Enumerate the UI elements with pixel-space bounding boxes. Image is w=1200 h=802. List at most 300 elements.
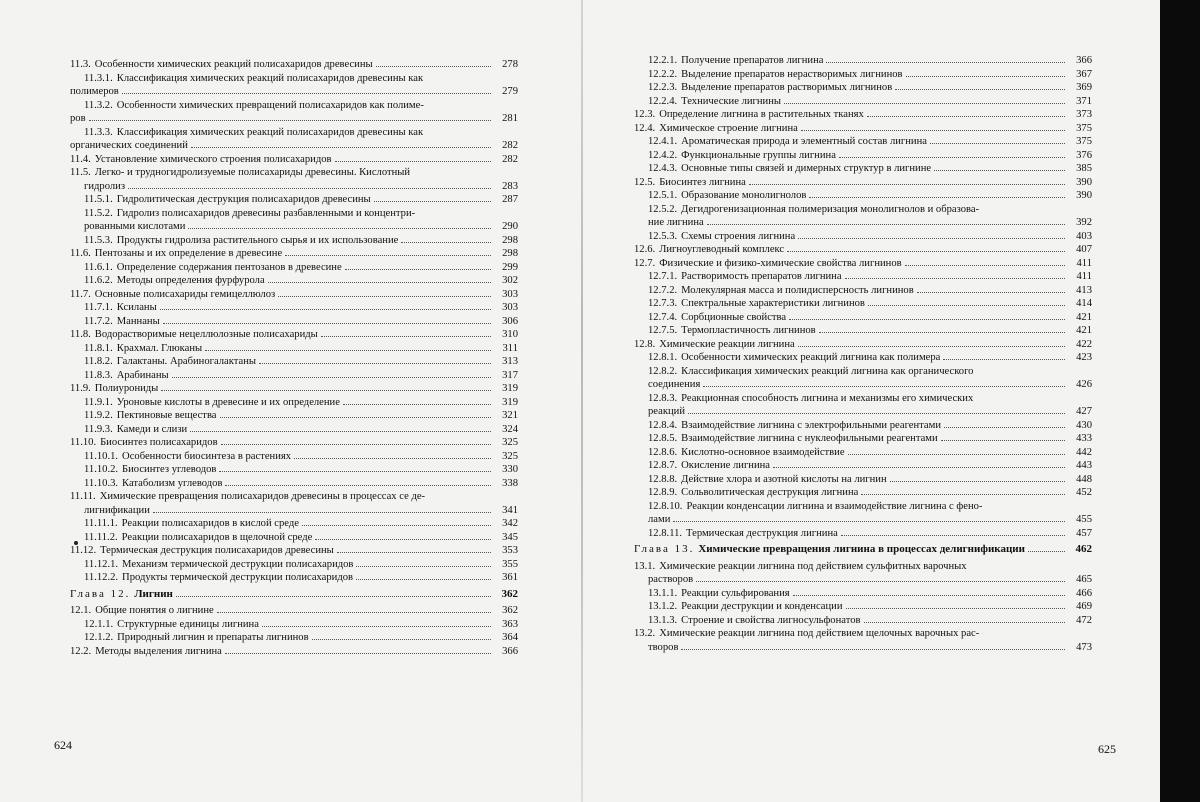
dot-leader xyxy=(841,535,1065,536)
toc-entry-title: творов xyxy=(648,641,679,653)
toc-entry-page: 366 xyxy=(1076,55,1092,66)
toc-entry-title: Галактаны. Арабиногалактаны xyxy=(116,356,257,367)
toc-entry-title: лами xyxy=(648,514,671,525)
toc-entry-number: 11.10.3. xyxy=(84,477,119,489)
toc-entry xyxy=(634,108,1092,122)
toc-entry xyxy=(634,338,1092,352)
toc-entry-title: Действие хлора и азотной кислоты на лигнин xyxy=(681,473,887,485)
toc-entry xyxy=(70,342,518,356)
dot-leader xyxy=(943,359,1065,360)
toc-entry-page: 306 xyxy=(502,315,518,327)
toc-entry xyxy=(70,207,518,221)
dot-leader xyxy=(401,242,491,243)
toc-entry-number: 11.3.1. xyxy=(84,72,113,84)
toc-entry xyxy=(70,99,518,113)
toc-entry xyxy=(634,392,1092,406)
toc-entry-title: Методы определения фурфурола xyxy=(116,275,265,286)
toc-entry-page: 319 xyxy=(502,383,518,394)
dot-leader xyxy=(128,188,491,189)
toc-entry-title: Химические превращения полисахаридов древесины в процессах се де- xyxy=(99,491,426,502)
dot-leader xyxy=(917,292,1065,293)
toc-entry-number: 11.8.1. xyxy=(84,342,113,354)
toc-entry-title: гидролиз xyxy=(84,180,125,192)
toc-entry xyxy=(634,54,1092,68)
toc-entry xyxy=(70,618,518,632)
toc-entry xyxy=(634,560,1092,574)
toc-entry-page: 325 xyxy=(502,450,518,462)
toc-entry-number: 11.5.3. xyxy=(84,234,113,246)
toc-entry-page: 426 xyxy=(1076,379,1092,390)
toc-entry-title: Термическая деструкция лигнина xyxy=(686,527,838,539)
toc-entry xyxy=(70,409,518,423)
toc-entry xyxy=(70,571,518,585)
toc-entry-page: 392 xyxy=(1076,217,1092,228)
dot-leader xyxy=(703,386,1065,387)
toc-entry-number: 12.8.3. xyxy=(648,392,678,404)
dot-leader xyxy=(673,521,1065,522)
toc-entry-number: 11.3.2. xyxy=(84,99,113,111)
toc-entry-title: Выделение препаратов нерастворимых лигнинов xyxy=(681,68,903,80)
toc-entry-number: 11.8. xyxy=(70,329,91,340)
toc-left-list xyxy=(70,58,518,658)
toc-entry-title: ние лигнина xyxy=(648,217,704,228)
toc-entry-page: 362 xyxy=(501,587,518,600)
dot-leader xyxy=(793,595,1065,596)
toc-entry xyxy=(70,234,518,248)
toc-entry-page: 287 xyxy=(502,194,518,205)
dot-leader xyxy=(906,76,1065,77)
dot-leader xyxy=(205,350,491,351)
dot-leader xyxy=(864,622,1066,623)
toc-entry-number: 12.7.4. xyxy=(648,311,678,323)
toc-entry-number: 12.8.10. xyxy=(648,500,683,512)
toc-entry-page: 390 xyxy=(1076,176,1092,188)
toc-entry-page: 411 xyxy=(1076,271,1092,282)
toc-entry-title: Определение лигнина в растительных тканях xyxy=(659,109,864,120)
toc-entry-page: 282 xyxy=(502,140,518,151)
toc-entry-number: 12.7.2. xyxy=(648,284,678,296)
toc-entry-title: органических соединений xyxy=(70,140,188,151)
dot-leader xyxy=(220,417,491,418)
toc-entry-page: 452 xyxy=(1076,487,1092,498)
toc-entry-number: 11.10.2. xyxy=(84,464,119,475)
toc-entry xyxy=(70,450,518,464)
toc-entry-title: Сольволитическая деструкция лигнина xyxy=(681,487,859,498)
toc-entry-page: 311 xyxy=(502,342,518,354)
toc-entry xyxy=(70,645,518,659)
toc-entry-page: 290 xyxy=(502,221,518,232)
toc-entry-page: 302 xyxy=(502,275,518,286)
toc-entry-title: Выделение препаратов растворимых лигнинов xyxy=(681,82,893,93)
toc-entry-page: 298 xyxy=(502,248,518,259)
toc-entry-page: 469 xyxy=(1076,601,1092,612)
book-gutter xyxy=(581,0,583,802)
toc-entry xyxy=(634,270,1092,284)
toc-entry-title: Химические превращения лигнина в процессах делигнификации xyxy=(698,543,1025,555)
toc-entry-page: 411 xyxy=(1076,257,1092,269)
toc-entry-page: 421 xyxy=(1076,325,1092,336)
toc-entry-title: Особенности химических реакций лигнина как полимера xyxy=(681,352,941,363)
toc-entry xyxy=(70,490,518,504)
toc-entry xyxy=(70,72,518,86)
toc-entry-title: Продукты гидролиза растительного сырья и их использование xyxy=(116,234,399,246)
toc-entry-title: Гидролиз полисахаридов древесины разбавленными и концентри- xyxy=(116,207,416,219)
dot-leader xyxy=(278,296,491,297)
toc-entry-title: Маннаны xyxy=(116,315,160,327)
toc-entry-title: Взаимодействие лигнина с нуклеофильными реагентами xyxy=(681,433,938,444)
toc-entry-number: 11.12.2. xyxy=(84,572,119,583)
toc-entry-title: Основные типы связей и димерных структур в лигнине xyxy=(681,163,932,174)
toc-entry-title: Классификация химических реакций полисахаридов древесины как xyxy=(116,126,424,138)
dot-leader xyxy=(268,282,491,283)
toc-entry-number: 11.6.1. xyxy=(84,261,113,273)
dot-leader xyxy=(941,440,1065,441)
toc-entry-number: 11.11. xyxy=(70,491,96,502)
toc-entry-page: 448 xyxy=(1076,473,1092,485)
dot-leader xyxy=(321,336,491,337)
dot-leader xyxy=(707,224,1065,225)
toc-entry-title: Особенности биосинтеза в растениях xyxy=(122,450,292,462)
toc-entry-number: 11.3. xyxy=(70,59,91,70)
toc-entry-number: 11.9. xyxy=(70,383,91,394)
dot-leader xyxy=(895,89,1065,90)
toc-entry xyxy=(70,355,518,369)
toc-entry-number: 11.7.1. xyxy=(84,302,113,313)
toc-entry xyxy=(70,301,518,315)
toc-entry-number: 12.2.4. xyxy=(648,95,678,107)
toc-chapter-entry xyxy=(634,543,1092,557)
toc-entry-title: Реакции сульфирования xyxy=(681,587,790,599)
toc-entry-number: 12.7. xyxy=(634,257,656,269)
toc-entry-title: Образование монолигнолов xyxy=(681,190,807,201)
toc-entry xyxy=(634,95,1092,109)
toc-entry-number: 11.10. xyxy=(70,437,97,448)
toc-entry-title: Реакционная способность лигнина и механизмы его химических xyxy=(681,392,974,404)
right-page xyxy=(584,0,1160,802)
toc-entry xyxy=(634,162,1092,176)
toc-entry-page: 455 xyxy=(1076,514,1092,525)
toc-entry-number: 11.12. xyxy=(70,545,97,556)
toc-entry-number: 11.11.1. xyxy=(84,518,118,529)
toc-entry-page: 303 xyxy=(502,288,518,300)
toc-entry-title: Пектиновые вещества xyxy=(116,410,217,421)
toc-entry-title: Водорастворимые нецеллюлозные полисахариды xyxy=(94,329,318,340)
toc-entry xyxy=(70,139,518,153)
toc-entry-number: 12.4.1. xyxy=(648,136,678,147)
toc-entry xyxy=(70,531,518,545)
dot-leader xyxy=(930,143,1065,144)
toc-entry-number: 13.1.3. xyxy=(648,614,678,626)
toc-entry xyxy=(70,193,518,207)
toc-entry-number: 11.6.2. xyxy=(84,275,113,286)
toc-entry-number: 12.1.2. xyxy=(84,632,114,643)
toc-entry-title: Реакции конденсации лигнина и взаимодействие лигнина с фено- xyxy=(686,500,983,512)
ink-blot xyxy=(74,541,78,545)
toc-entry-number: 12.1.1. xyxy=(84,618,114,630)
toc-entry-title: Классификация химических реакций лигнина как органического xyxy=(681,365,974,377)
toc-entry-page: 390 xyxy=(1076,190,1092,201)
toc-entry-title: Получение препаратов лигнина xyxy=(681,55,824,66)
dot-leader xyxy=(302,525,491,526)
dot-leader xyxy=(846,608,1066,609)
toc-entry-title: Реакции полисахаридов в щелочной среде xyxy=(121,531,313,543)
page-number-left: 624 xyxy=(54,738,72,752)
dot-leader xyxy=(801,130,1065,131)
toc-entry-number: 12.5. xyxy=(634,176,656,188)
toc-entry-number: 13.2. xyxy=(634,628,656,639)
toc-entry-page: 319 xyxy=(502,396,518,408)
toc-entry xyxy=(70,463,518,477)
dot-leader xyxy=(219,471,491,472)
toc-entry xyxy=(634,203,1092,217)
toc-entry xyxy=(70,153,518,167)
toc-entry-title: Легко- и трудногидролизуемые полисахариды древесины. Кислотный xyxy=(94,167,411,178)
toc-entry xyxy=(634,641,1092,655)
toc-entry xyxy=(70,477,518,491)
dot-leader xyxy=(905,265,1065,266)
toc-entry-number: 11.9.3. xyxy=(84,423,113,435)
dot-leader xyxy=(343,404,491,405)
toc-entry-number: 12.8. xyxy=(634,338,656,350)
dot-leader xyxy=(787,251,1065,252)
dot-leader xyxy=(153,512,491,513)
toc-entry-title: Продукты термической деструкции полисахаридов xyxy=(122,572,354,583)
toc-entry-page: 299 xyxy=(502,261,518,273)
toc-entry-title: Схемы строения лигнина xyxy=(681,230,796,242)
toc-right-list xyxy=(634,54,1092,654)
dot-leader xyxy=(337,552,491,553)
dot-leader xyxy=(784,103,1065,104)
toc-entry xyxy=(70,85,518,99)
toc-entry-title: Спектральные характеристики лигнинов xyxy=(681,298,865,309)
toc-entry-title: Растворимость препаратов лигнина xyxy=(681,271,842,282)
toc-entry xyxy=(634,627,1092,641)
toc-entry xyxy=(634,189,1092,203)
toc-entry-title: Гидролитическая деструкция полисахаридов древесины xyxy=(116,194,371,205)
dot-leader xyxy=(839,157,1065,158)
toc-entry-title: Общие понятия о лигнине xyxy=(95,605,214,616)
toc-entry-title: реакций xyxy=(648,406,685,417)
toc-entry-page: 361 xyxy=(502,572,518,583)
toc-entry xyxy=(70,58,518,72)
toc-entry-page: 473 xyxy=(1076,641,1092,653)
toc-entry xyxy=(634,324,1092,338)
toc-entry xyxy=(634,297,1092,311)
toc-entry-title: Установление химического строения полисахаридов xyxy=(94,153,332,165)
toc-entry-number: 11.7. xyxy=(70,288,91,300)
toc-entry-page: 366 xyxy=(502,645,518,657)
toc-entry-title: Методы выделения лигнина xyxy=(95,645,222,657)
dot-leader xyxy=(356,566,491,567)
toc-entry-number: 12.3. xyxy=(634,109,656,120)
toc-entry-number: 13.1. xyxy=(634,560,656,572)
toc-entry xyxy=(634,230,1092,244)
toc-entry xyxy=(70,328,518,342)
dot-leader xyxy=(345,269,491,270)
toc-entry-number: 11.5.1. xyxy=(84,194,113,205)
scan-border xyxy=(1160,0,1200,802)
toc-entry xyxy=(70,220,518,234)
toc-entry-title: Крахмал. Глюканы xyxy=(116,342,203,354)
toc-entry-page: 321 xyxy=(502,410,518,421)
toc-entry-number: 12.5.2. xyxy=(648,203,678,215)
toc-entry-page: 367 xyxy=(1076,68,1092,80)
toc-entry-title: Кислотно-основное взаимодействие xyxy=(681,446,845,458)
toc-entry xyxy=(634,527,1092,541)
dot-leader xyxy=(868,305,1065,306)
toc-entry-page: 433 xyxy=(1076,433,1092,444)
toc-entry-number: 12.4.3. xyxy=(648,163,678,174)
toc-entry-number: 11.10.1. xyxy=(84,450,119,462)
toc-entry-number: 11.8.3. xyxy=(84,369,113,381)
toc-entry xyxy=(70,382,518,396)
toc-entry-number: 11.3.3. xyxy=(84,126,113,138)
dot-leader xyxy=(259,363,491,364)
toc-entry xyxy=(634,405,1092,419)
toc-entry-title: Взаимодействие лигнина с электрофильными реагентами xyxy=(681,419,941,431)
toc-entry-page: 317 xyxy=(502,369,518,381)
toc-entry xyxy=(634,459,1092,473)
toc-entry-title: растворов xyxy=(648,574,694,585)
toc-entry xyxy=(634,135,1092,149)
toc-entry-number: 12.4.2. xyxy=(648,149,678,161)
toc-entry-title: Химические реакции лигнина xyxy=(659,338,795,350)
toc-entry-number: 12.6. xyxy=(634,244,656,255)
toc-entry xyxy=(70,261,518,275)
toc-entry xyxy=(634,614,1092,628)
toc-entry-number: Глава 13. xyxy=(634,543,695,555)
toc-entry-title: Катаболизм углеводов xyxy=(122,477,223,489)
toc-entry xyxy=(634,446,1092,460)
toc-entry xyxy=(634,81,1092,95)
dot-leader xyxy=(225,653,491,654)
toc-entry-title: Механизм термической деструкции полисахаридов xyxy=(122,558,354,570)
toc-entry-number: 12.1. xyxy=(70,605,92,616)
toc-entry-page: 462 xyxy=(1075,543,1092,555)
toc-entry-title: полимеров xyxy=(70,86,119,97)
toc-entry-page: 371 xyxy=(1076,95,1092,107)
toc-entry-title: Химические реакции лигнина под действием щелочных варочных рас- xyxy=(659,628,980,639)
dot-leader xyxy=(163,323,491,324)
toc-entry-page: 442 xyxy=(1076,446,1092,458)
toc-entry-number: 12.4. xyxy=(634,122,656,134)
toc-entry xyxy=(70,604,518,618)
toc-entry-title: Арабинаны xyxy=(116,369,169,381)
toc-entry-title: лигнификации xyxy=(84,504,150,516)
dot-leader xyxy=(312,639,491,640)
dot-leader xyxy=(890,481,1065,482)
toc-entry xyxy=(634,149,1092,163)
dot-leader xyxy=(688,413,1065,414)
toc-entry-title: Природный лигнин и препараты лигнинов xyxy=(117,632,309,643)
toc-entry-page: 355 xyxy=(502,558,518,570)
toc-entry xyxy=(634,122,1092,136)
toc-entry-page: 457 xyxy=(1076,527,1092,539)
toc-entry-title: Лигнин xyxy=(134,587,173,600)
toc-entry-page: 430 xyxy=(1076,419,1092,431)
toc-entry-title: Окисление лигнина xyxy=(681,460,770,471)
dot-leader xyxy=(161,390,491,391)
toc-entry-page: 363 xyxy=(502,618,518,630)
toc-entry-number: 11.8.2. xyxy=(84,356,113,367)
toc-entry xyxy=(70,369,518,383)
dot-leader xyxy=(749,184,1065,185)
toc-entry-number: 13.1.1. xyxy=(648,587,678,599)
toc-entry xyxy=(634,365,1092,379)
toc-entry xyxy=(70,396,518,410)
toc-entry xyxy=(70,544,518,558)
toc-entry xyxy=(70,631,518,645)
toc-entry-title: Полиурониды xyxy=(94,383,159,394)
toc-entry-number: 12.2.3. xyxy=(648,82,678,93)
dot-leader xyxy=(696,581,1065,582)
toc-entry-title: Химическое строение лигнина xyxy=(659,122,798,134)
toc-entry-number: 12.8.8. xyxy=(648,473,678,485)
toc-entry-number: 12.5.1. xyxy=(648,190,678,201)
toc-entry-page: 345 xyxy=(502,531,518,543)
dot-leader xyxy=(294,458,491,459)
toc-entry xyxy=(634,600,1092,614)
toc-entry-title: Термопластичность лигнинов xyxy=(681,325,816,336)
dot-leader xyxy=(848,454,1065,455)
toc-entry-page: 472 xyxy=(1076,614,1092,626)
toc-entry-number: 12.7.3. xyxy=(648,298,678,309)
toc-entry-number: 11.12.1. xyxy=(84,558,119,570)
dot-leader xyxy=(122,93,491,94)
toc-entry-number: 12.2.2. xyxy=(648,68,678,80)
dot-leader xyxy=(1028,551,1065,552)
dot-leader xyxy=(285,255,491,256)
toc-entry-number: 12.8.7. xyxy=(648,460,678,471)
toc-entry-number: Глава 12. xyxy=(70,587,131,600)
dot-leader xyxy=(845,278,1065,279)
dot-leader xyxy=(789,319,1065,320)
dot-leader xyxy=(176,596,491,597)
toc-entry-page: 427 xyxy=(1076,406,1092,417)
toc-entry xyxy=(634,176,1092,190)
dot-leader xyxy=(374,201,491,202)
toc-entry-page: 407 xyxy=(1076,244,1092,255)
toc-entry-page: 369 xyxy=(1076,82,1092,93)
toc-entry-title: Особенности химических превращений полисахаридов как полиме- xyxy=(116,99,424,111)
toc-entry xyxy=(70,436,518,450)
dot-leader xyxy=(819,332,1065,333)
page-number-right: 625 xyxy=(1098,742,1116,756)
toc-entry-page: 373 xyxy=(1076,109,1092,120)
toc-entry-number: 12.8.1. xyxy=(648,352,678,363)
toc-entry xyxy=(634,500,1092,514)
toc-entry xyxy=(634,216,1092,230)
dot-leader xyxy=(172,377,491,378)
dot-leader xyxy=(190,431,491,432)
toc-entry xyxy=(634,473,1092,487)
toc-entry-page: 385 xyxy=(1076,163,1092,174)
toc-entry-page: 422 xyxy=(1076,338,1092,350)
toc-entry xyxy=(634,257,1092,271)
toc-entry-page: 465 xyxy=(1076,574,1092,585)
toc-entry-number: 11.4. xyxy=(70,153,91,165)
toc-entry xyxy=(70,166,518,180)
dot-leader xyxy=(225,485,491,486)
toc-entry-number: 11.5. xyxy=(70,167,91,178)
toc-entry-title: Функциональные группы лигнина xyxy=(681,149,836,161)
toc-entry-number: 11.5.2. xyxy=(84,207,113,219)
toc-entry xyxy=(634,68,1092,82)
toc-entry-number: 12.2. xyxy=(70,645,92,657)
toc-entry-page: 353 xyxy=(502,545,518,556)
toc-entry-page: 342 xyxy=(502,518,518,529)
dot-leader xyxy=(262,626,491,627)
